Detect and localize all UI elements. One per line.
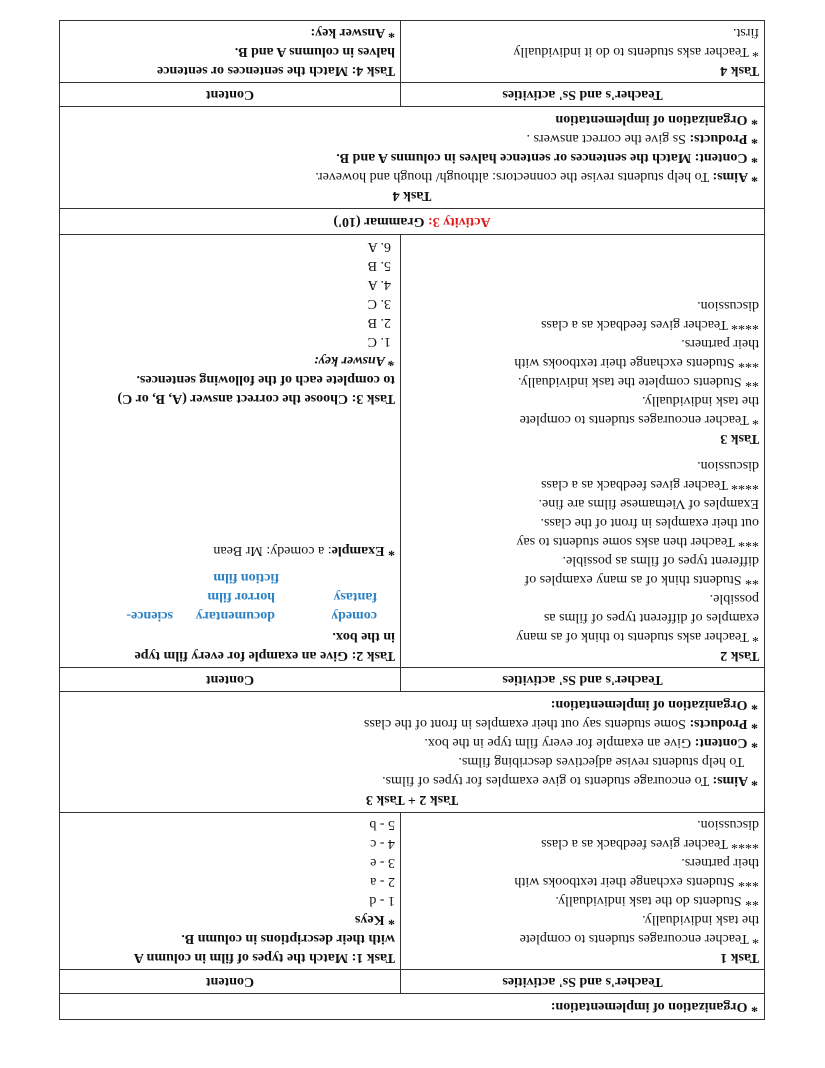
task23-content-label: * Content: [694,735,758,750]
task3-answer: 6. A [367,239,391,254]
col-right-header: Content [60,970,401,994]
task2-example-text: : a comedy: Mr Bean [213,543,332,558]
task3-line: **** Teacher gives feedback as a class [541,317,759,332]
task4-content-cell [60,21,401,83]
task4-content-text: Match the sentences or sentence halves in columns A and B. [336,150,695,165]
header-row [60,970,765,994]
task3-line: discussion. [697,298,759,313]
task2-title: Task 2 [720,648,759,663]
task23-aims-label: * Aims: [712,773,758,788]
task4-row [60,21,765,83]
task3-answer: 2. B [367,315,391,330]
task1-key: 3 - e [370,855,395,870]
task3-line: the task individually. [642,393,759,408]
task23-products-label: * Products: [689,716,758,731]
task2-line: Examples of Vietnamese films are fine. [538,496,759,511]
task2-line: *** Teacher then asks some students to say [516,534,759,549]
task1-keys-label: * Keys [354,912,395,927]
task3-line: their partners. [681,336,759,351]
task2-3-row [60,235,765,668]
header-row [60,83,765,107]
task4-block-row [60,107,765,209]
task2-example-label: * Example [331,543,395,558]
task4-aims-text: To help students revise the connectors: although/ though and however. [315,169,713,184]
task1-line: *** Students exchange their textbooks with [514,874,759,889]
task3-content-title2: to complete each of the following sentences. [136,372,395,387]
task4-line: * Teacher asks students to do it individually [513,44,759,59]
task4-content-label: * Content: [694,150,758,165]
film-type: fiction film [213,570,279,585]
task1-content-title: Task 1: Match the types of film in column A [133,950,395,965]
task2-3-content-cell [60,235,401,668]
task23-title: Task 2 + Task 3 [365,792,459,807]
task4-org-label: * Organization of implementation [555,112,758,127]
task1-line: discussion. [697,817,759,832]
task4-block-cell [60,107,765,209]
task23-aims-text: To encourage students to give examples for types of films. [382,773,713,788]
lesson-plan-table [59,20,765,1020]
task3-line: *** Students exchange their textbooks with [514,355,759,370]
task4-products-label: * Products: [689,131,758,146]
task1-teacher-cell [401,813,765,970]
task23-org-label: * Organization of implementation: [550,697,758,712]
task3-title: Task 3 [720,431,759,446]
task3-line: ** Students complete the task individually. [518,374,759,389]
activity3-text: Grammar (10') [333,214,429,229]
task1-line: ** Students do the task individually. [555,893,759,908]
task1-row [60,813,765,970]
col-left-header: Teacher's and Ss' activities [401,970,765,994]
task23-products-text: Some students say out their examples in front of the class [363,716,690,731]
task1-content-title2: with their descriptions in column B. [181,931,395,946]
task23-content-text: Give an example for every film type in the box. [424,735,695,750]
activity3-cell [60,209,765,235]
task4-title: Task 4 [720,63,759,78]
task23-aims-text2: To help students revise adjectives describing films. [458,754,744,769]
task4-products-text: Ss give the correct answers . [526,131,690,146]
film-type: science- [126,608,173,623]
task3-answer-key-label: * Answer key: [313,353,395,368]
task1-key: 1 - d [369,893,395,908]
col-left-header: Teacher's and Ss' activities [401,668,765,692]
task1-title: Task 1 [720,950,759,965]
task2-line: ** Students think of as many examples of [524,572,759,587]
task2-line: examples of different types of films as [543,610,759,625]
task1-key: 2 - a [370,874,395,889]
task2-line: * Teacher asks students to think of as many [516,629,759,644]
task1-key: 4 - c [370,836,395,851]
task23-row [60,692,765,813]
task4-block-title: Task 4 [392,188,432,203]
task3-content-title: Task 3: Choose the correct answer (A, B, or C) [117,391,395,406]
film-type: fantasy [333,589,377,604]
task2-line: out their examples in front of the class. [540,515,759,530]
film-type: documentary [195,608,275,623]
film-types-box [77,568,377,625]
activity3-label: Activity 3: [428,214,491,229]
task4-answer-key-label: * Answer key: [310,25,395,40]
task23-cell [60,692,765,813]
task2-line: different types of films as possible. [562,553,759,568]
task1-line: * Teacher encourages students to complete [519,931,759,946]
task4-aims-label: * Aims: [712,169,758,184]
film-type: horror film [207,589,275,604]
org-row [60,994,765,1020]
task4-line: first. [732,25,759,40]
task1-line: **** Teacher gives feedback as a class [541,836,759,851]
task2-line: discussion. [697,458,759,473]
task3-line: * Teacher encourages students to complete [519,412,759,427]
col-left-header: Teacher's and Ss' activities [401,83,765,107]
task3-answer: 4. A [367,277,391,292]
task1-key: 5 - b [369,817,395,832]
task4-content-title2: halves in columns A and B. [234,44,395,59]
activity3-row [60,209,765,235]
task3-answer: 3. C [367,296,391,311]
task2-3-teacher-cell [401,235,765,668]
task4-content-title: Task 4: Match the sentences or sentence [157,63,395,78]
task1-line: the task individually. [642,912,759,927]
col-right-header: Content [60,83,401,107]
task1-line: their partners. [681,855,759,870]
task2-content-title2: in the box. [332,629,395,644]
header-row [60,668,765,692]
task3-answer: 5. B [367,258,391,273]
task1-content-cell [60,813,401,970]
task2-line: possible. [709,591,759,606]
task2-line: **** Teacher gives feedback as a class [541,477,759,492]
task4-teacher-cell [401,21,765,83]
col-right-header: Content [60,668,401,692]
task2-content-title: Task 2: Give an example for every film type [134,648,395,663]
film-type: comedy [331,608,377,623]
task3-answer: 1. C [367,334,391,349]
org-heading: * Organization of implementation: [60,994,765,1020]
